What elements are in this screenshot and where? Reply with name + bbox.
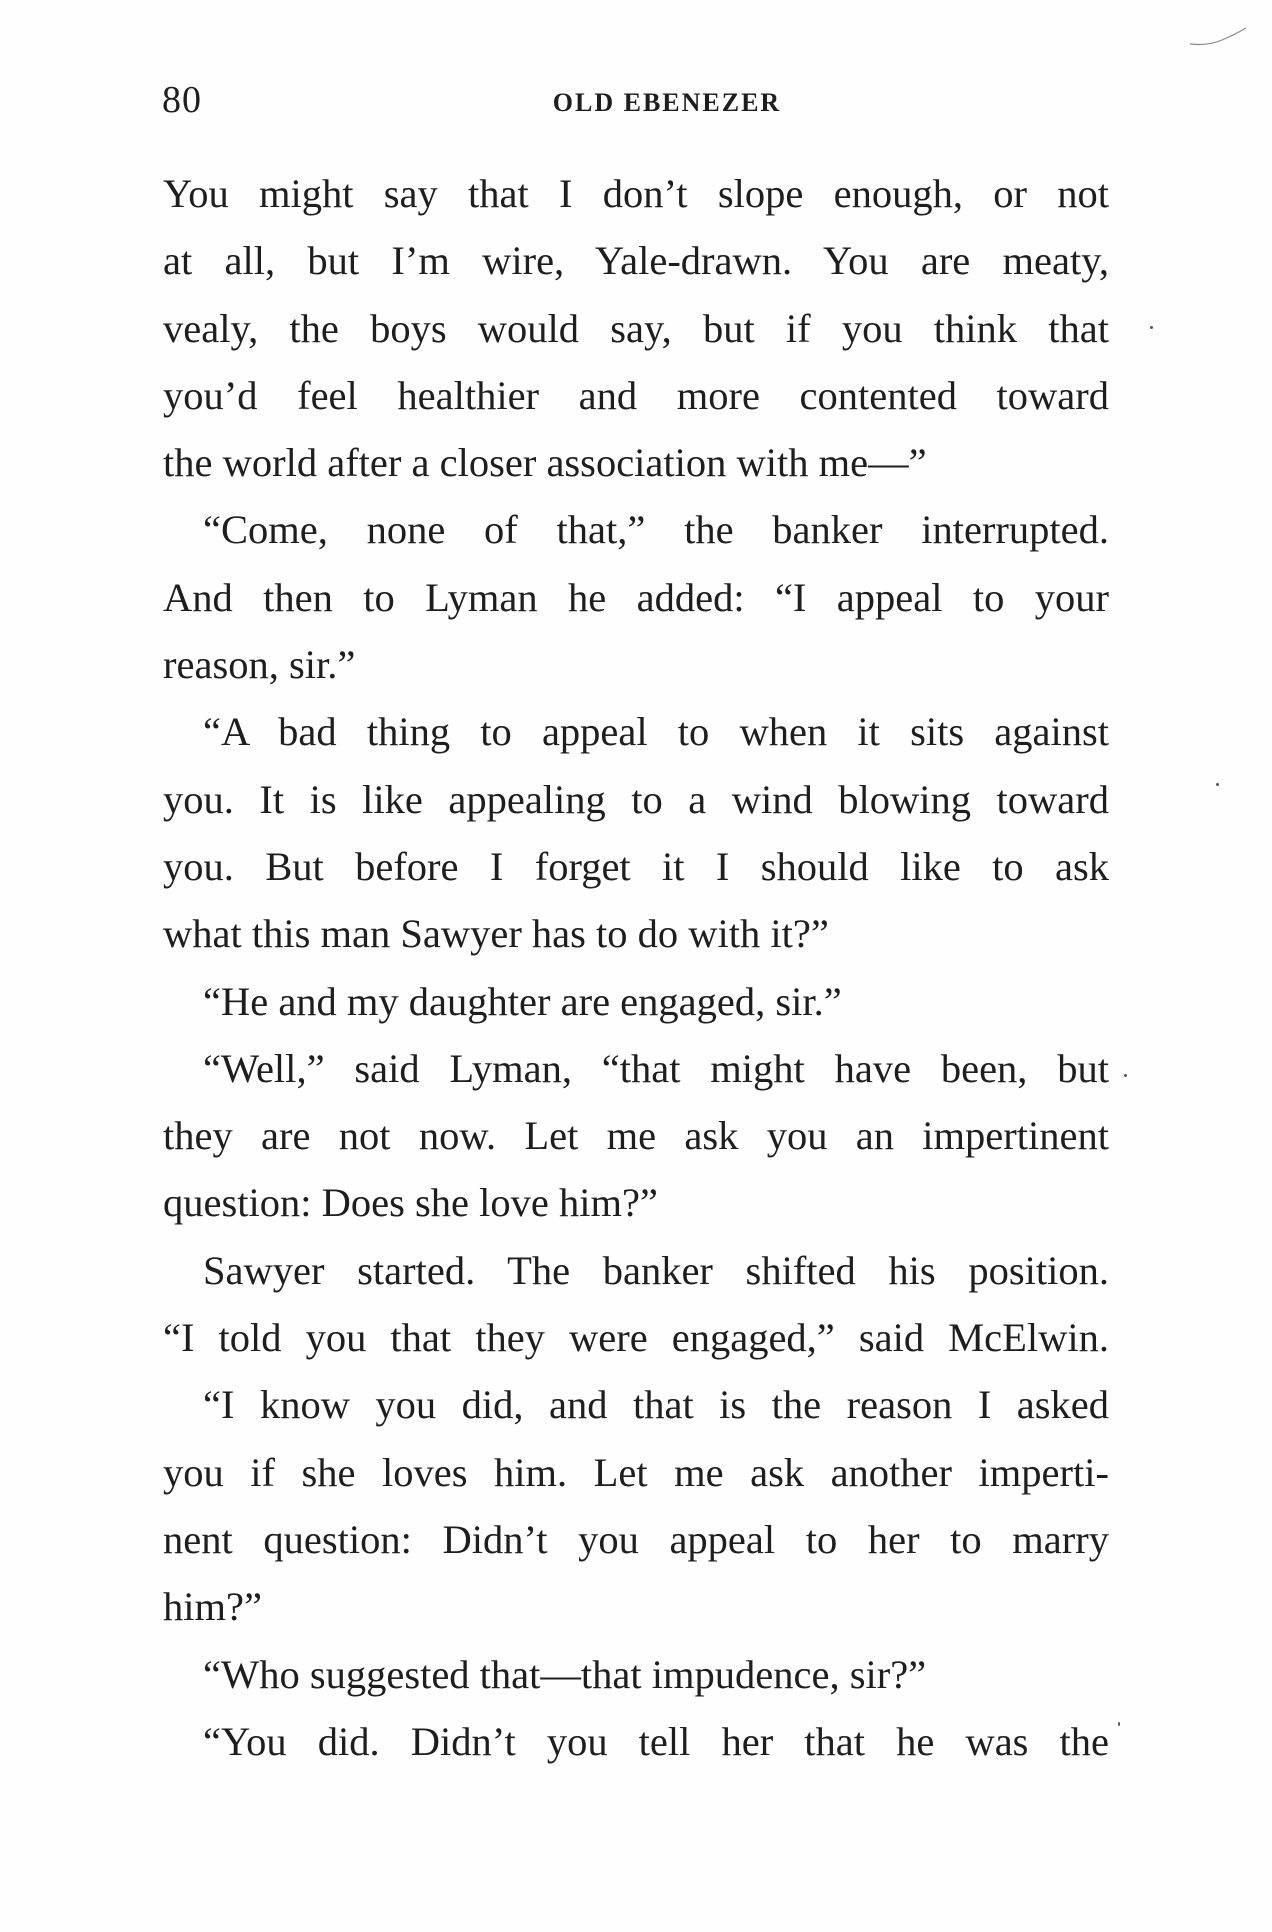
body-text: [163, 160, 1109, 1775]
pencil-mark: [1188, 26, 1248, 48]
text-line: “A bad thing to appeal to when it sits against: [203, 709, 1109, 755]
text-line: nent question: Didn’t you appeal to her to marry: [163, 1516, 1109, 1562]
text-line: And then to Lyman he added: “I appeal to your: [163, 574, 1109, 620]
text-line: “He and my daughter are engaged, sir.”: [203, 978, 842, 1024]
text-line: “I know you did, and that is the reason I asked: [203, 1382, 1109, 1428]
text-line: You might say that I don’t slope enough, or not: [163, 171, 1109, 216]
text-line: you’d feel healthier and more contented toward: [163, 372, 1109, 418]
text-line: the world after a closer association with me—”: [163, 440, 927, 486]
running-head: [162, 79, 1112, 128]
text-line: what this man Sawyer has to do with it?”: [163, 911, 829, 957]
text-line: question: Does she love him?”: [163, 1180, 658, 1226]
paper-speck: [1124, 1074, 1127, 1077]
text-line: they are not now. Let me ask you an impertinent: [163, 1113, 1109, 1159]
text-line: “Who suggested that—that impudence, sir?”: [203, 1651, 927, 1697]
text-line: you. It is like appealing to a wind blowing toward: [163, 776, 1109, 822]
page-number: 80: [162, 79, 202, 121]
running-title: OLD EBENEZER: [552, 88, 782, 117]
text-line: vealy, the boys would say, but if you think that: [163, 305, 1109, 351]
text-line: reason, sir.”: [163, 642, 356, 688]
text-line: “Come, none of that,” the banker interrupted.: [203, 507, 1109, 553]
text-line: “I told you that they were engaged,” said McElwin.: [163, 1315, 1109, 1361]
paper-speck: [1150, 326, 1153, 329]
text-line: him?”: [163, 1584, 262, 1630]
text-line: Sawyer started. The banker shifted his position.: [203, 1247, 1109, 1293]
text-line: you. But before I forget it I should like to ask: [163, 843, 1109, 889]
text-line: “You did. Didn’t you tell her that he was the: [203, 1718, 1109, 1764]
paper-speck: [1118, 1722, 1120, 1726]
text-line: you if she loves him. Let me ask another imperti-: [163, 1449, 1109, 1495]
text-line: at all, but I’m wire, Yale-drawn. You are meaty,: [163, 238, 1109, 284]
paper-speck: [1216, 783, 1219, 786]
text-line: “Well,” said Lyman, “that might have been, but: [203, 1045, 1109, 1091]
